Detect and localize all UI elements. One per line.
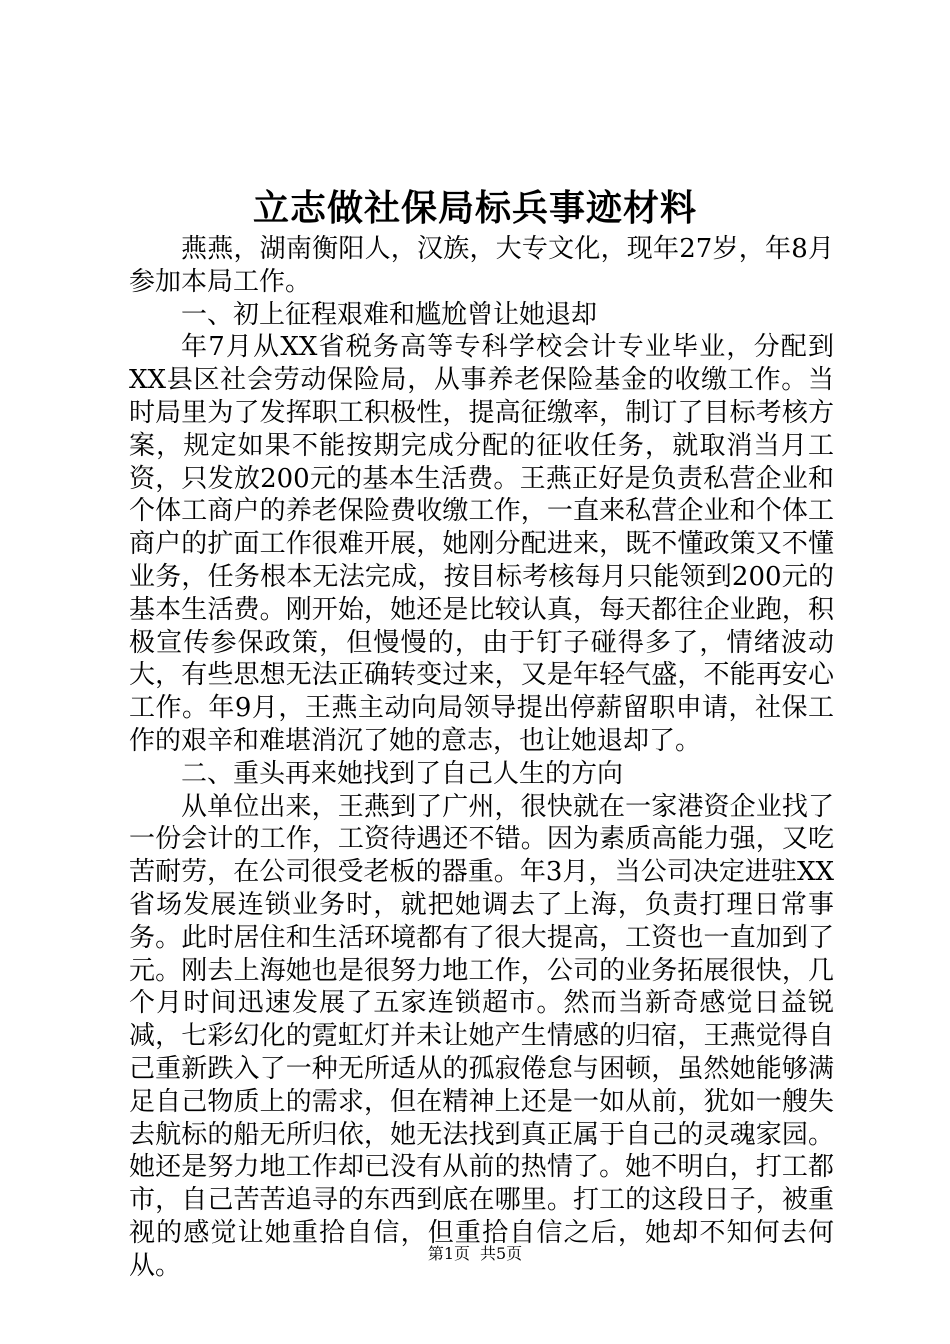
- paragraph-intro: 燕燕，湖南衡阳人，汉族，大专文化，现年27岁，年8月参加本局工作。: [129, 234, 834, 297]
- section-heading-2: 二、重头再来她找到了自己人生的方向: [181, 758, 624, 789]
- paragraph-section-2: 从单位出来，王燕到了广州，很快就在一家港资企业找了一份会计的工作，工资待遇还不错。因为素质高能力强，又吃苦耐劳，在公司很受老板的器重。年3月，当公司决定进驻XX省场发展连锁业务时，就把她调去了上海，负责打理日常事务。此时居住和生活环境都有了很大提高，工资也一直加到了元。刚去上海她也是很努力地工作，公司的业务拓展很快，几个月时间迅速发展了五家连锁超市。然而当新奇感觉日益锐减，七彩幻化的霓虹灯并未让她产生情感的归宿，王燕觉得自己重新跌入了一种无所适从的孤寂倦怠与困顿，虽然她能够满足自己物质上的需求，但在精神上还是一如从前，犹如一艘失去航标的船无所归依，她无法找到真正属于自己的灵魂家园。她还是努力地工作却已没有从前的热情了。她不明白，打工都市，自己苦苦追寻的东西到底在哪里。打工的这段日子，被重视的感觉让她重拾自信，但重拾自信之后，她却不知何去何从。: [129, 791, 834, 1281]
- page-total: 共5页: [480, 1244, 523, 1263]
- paragraph-section-1: 年7月从XX省税务高等专科学校会计专业毕业，分配到XX县区社会劳动保险局，从事养老保险基金的收缴工作。当时局里为了发挥职工积极性，提高征缴率，制订了目标考核方案，规定如果不能按期完成分配的征收任务，就取消当月工资，只发放200元的基本生活费。王燕正好是负责私营企业和个体工商户的养老保险费收缴工作，一直来私营企业和个体工商户的扩面工作很难开展，她刚分配进来，既不懂政策又不懂业务，任务根本无法完成，按目标考核每月只能领到200元的基本生活费。刚开始，她还是比较认真，每天都往企业跑，积极宣传参保政策，但慢慢的，由于钉子碰得多了，情绪波动大，有些思想无法正确转变过来，又是年轻气盛，不能再安心工作。年9月，王燕主动向局领导提出停薪留职申请，社保工作的艰辛和难堪消沉了她的意志，也让她退却了。: [129, 332, 834, 756]
- page-number: 第1页: [427, 1244, 470, 1263]
- document-title: 立志做社保局标兵事迹材料: [252, 187, 697, 229]
- page-footer: [0, 1244, 950, 1264]
- section-heading-1: 一、初上征程艰难和尴尬曾让她退却: [181, 299, 598, 330]
- document-body: [129, 233, 834, 1283]
